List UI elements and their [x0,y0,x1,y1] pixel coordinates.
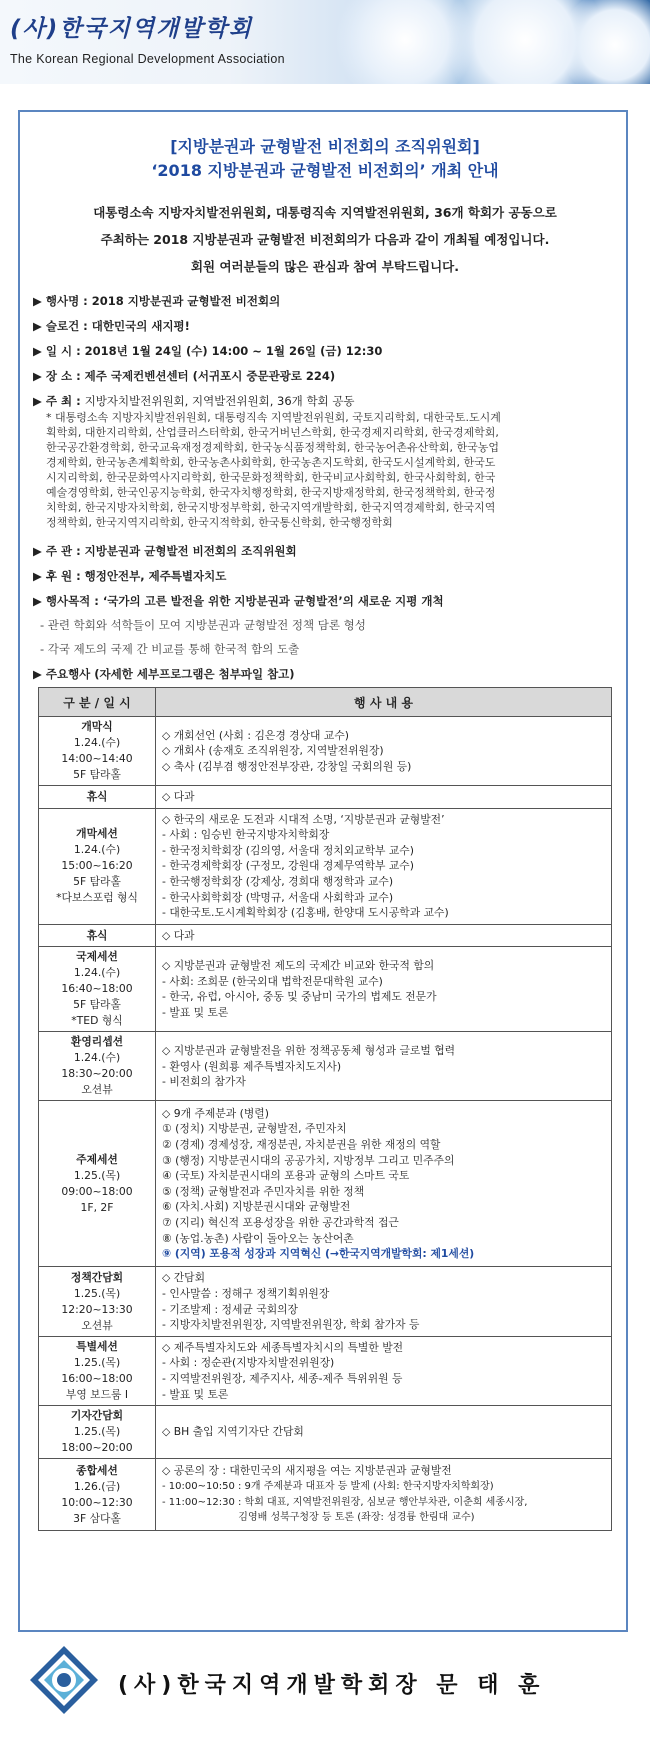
table-row [39,717,612,786]
host-value: 지방자치발전위원회, 지역발전위원회, 36개 학회 공동 [84,394,355,408]
host-list-line: 정책학회, 한국지역지리학회, 한국지적학회, 한국통신학회, 한국행정학회 [46,516,393,529]
host-list-line: 예술경영학회, 한국인공지능학회, 한국자치행정학회, 한국지방재정학회, 한국정책학회, 한국정 [46,486,496,499]
session-info: 3F 삼다홀 [73,1511,121,1525]
host-list-line: 시지리학회, 한국문화역사지리학회, 한국문화정책학회, 한국비교사회학회, 한국사회학회, 한국 [46,471,496,484]
session-info: 10:00~12:30 [61,1495,133,1509]
event-name: ▶ 행사명 : 2018 지방분권과 균형발전 비전회의 [33,294,281,308]
notice-title-line1: [지방분권과 균형발전 비전회의 조직위원회] [170,137,480,156]
association-logo [28,1644,100,1716]
table-row [39,1101,612,1267]
session-title: 정책간담회 [70,1270,124,1284]
session-info: 1.24.(수) [73,843,121,857]
session-title: 휴식 [86,928,108,942]
content-line: ◇ 공론의 장 : 대한민국의 새지평을 여는 지방분권과 균형발전 [162,1464,452,1478]
content-line: - 11:00~12:30 : 학회 대표, 지역발전위원장, 심보균 행안부차관, 이춘희 세종시장, [162,1496,528,1508]
content-line: ⑦ (지리) 혁신적 포용성장을 위한 공간과학적 접근 [162,1216,399,1230]
content-line: - 한국행정학회장 (강제상, 경희대 행정학과 교수) [162,874,394,888]
session-title: 특별세션 [76,1339,118,1353]
session-info: 오션뷰 [81,1083,113,1097]
highlight-line: ⑨ (지역) 포용적 성장과 지역혁신 (→한국지역개발학회: 제1세션) [162,1247,475,1261]
content-line: - 발표 및 토론 [162,1387,229,1401]
content-line: - 환영사 (원희룡 제주특별자치도지사) [162,1059,342,1073]
schedule-session-cell [39,947,156,1032]
content-line: - 한국경제학회장 (구정모, 강원대 경제무역학부 교수) [162,859,414,873]
purpose: ▶ 행사목적 : ‘국가의 고른 발전을 위한 지방분권과 균형발전’의 새로운 지평 개척 [33,594,444,608]
header-banner [0,0,650,84]
session-title: 환영리셉션 [70,1035,124,1049]
content-line: ◇ 9개 주제분과 (병렬) [162,1106,269,1120]
column-header-date: 구 분 / 일 시 [39,688,156,717]
schedule-content-cell [156,786,612,809]
session-info: 5F 탐라홀 [73,768,121,781]
schedule-content-cell [156,1459,612,1531]
session-info: 1.24.(수) [73,966,121,980]
main-events-heading: ▶ 주요행사 (자세한 세부프로그램은 첨부파일 참고) [33,667,295,681]
content-line: - 사회: 조희문 (한국외대 법학전문대학원 교수) [162,974,383,988]
intro-line-3: 회원 여러분들의 많은 관심과 참여 부탁드립니다. [190,259,459,274]
session-info: 1.24.(수) [73,736,121,749]
session-info: 5F 탐라홀 [73,998,121,1012]
session-info: 12:20~13:30 [61,1302,133,1316]
table-row [39,1406,612,1459]
session-info: 14:00~14:40 [61,752,133,765]
content-line: - 지방자치발전위원장, 지역발전위원장, 학회 참가자 등 [162,1318,420,1332]
content-line: ◇ 제주특별자치도와 세종특별자치시의 특별한 발전 [162,1340,404,1354]
content-line: - 10:00~10:50 : 9개 주제분과 대표자 등 발제 (사회: 한국지방자치학회장) [162,1481,494,1492]
content-line: ② (경제) 경제성장, 재정분권, 자치분권을 위한 재정의 역할 [162,1138,441,1152]
host-list [46,410,614,530]
snow-tree-image [560,0,650,84]
schedule-session-cell [39,1336,156,1405]
purpose-item: - 관련 학회와 석학들이 모여 지방분권과 균형발전 정책 담론 형성 [40,618,366,632]
session-info: 5F 탐라홀 [73,875,121,889]
schedule-session-cell [39,808,156,924]
schedule-content-cell [156,1336,612,1405]
content-line: ⑧ (농업.농촌) 사람이 돌아오는 농산어촌 [162,1231,354,1245]
content-line: ◇ 다과 [162,790,195,803]
session-title: 개막식 [81,720,113,733]
session-title: 국제세션 [76,950,118,964]
intro-line-2: 주최하는 2018 지방분권과 균형발전 비전회의가 다음과 같이 개최될 예정입니다. [100,232,550,247]
host-list-line: 경제학회, 한국농촌계획학회, 한국농촌사회학회, 한국농촌지도학회, 한국도시설계학회, 한국도 [46,456,496,469]
schedule-session-cell [39,717,156,786]
table-row [39,1336,612,1405]
schedule-table [38,687,612,1531]
schedule-session-cell [39,1032,156,1101]
session-title: 종합세션 [76,1463,118,1477]
content-line: ◇ 개회사 (송재호 조직위원장, 지역발전위원장) [162,744,384,758]
session-info: 16:40~18:00 [61,982,133,996]
schedule-session-cell [39,1459,156,1531]
schedule-body [39,717,612,1531]
content-line: ◇ 개회선언 (사회 : 김은경 경상대 교수) [162,728,349,742]
content-line: - 한국정치학회장 (김의영, 서울대 정치외교학부 교수) [162,843,414,857]
schedule-content-cell [156,1101,612,1267]
content-line: - 대한국토.도시계획학회장 (김홍배, 한양대 도시공학과 교수) [162,906,449,920]
organizer: ▶ 주 관 : 지방분권과 균형발전 비전회의 조직위원회 [33,544,297,558]
content-line: - 한국사회학회장 (박명규, 서울대 사회학과 교수) [162,890,394,904]
content-line: ◇ 지방분권과 균형발전 제도의 국제간 비교와 한국적 함의 [162,959,435,973]
content-line: ① (정치) 지방분권, 균형발전, 주민자치 [162,1122,347,1136]
sponsor: ▶ 후 원 : 행정안전부, 제주특별자치도 [33,569,227,583]
schedule-content-cell [156,717,612,786]
content-line: ⑥ (자치.사회) 지방분권시대와 균형발전 [162,1200,351,1214]
session-title: 주제세션 [76,1152,118,1166]
session-info: 1.26.(금) [73,1479,121,1493]
signature: (사)한국지역개발학회장 문 태 훈 [118,1673,546,1698]
session-info: 18:30~20:00 [61,1067,133,1081]
session-info: 16:00~18:00 [61,1371,133,1385]
session-info: 1.24.(수) [73,1051,121,1065]
table-row [39,947,612,1032]
content-line: 김영배 성북구청장 등 토론 (좌장: 성경륭 한림대 교수) [162,1512,475,1524]
content-line: ◇ BH 출입 지역기자단 간담회 [162,1425,304,1439]
session-info: 15:00~16:20 [61,859,133,873]
host [33,393,355,409]
content-line: - 인사말씀 : 정해구 정책기획위원장 [162,1286,330,1300]
content-line: - 발표 및 토론 [162,1005,229,1019]
schedule-content-cell [156,947,612,1032]
table-row [39,1267,612,1336]
session-info: 18:00~20:00 [61,1441,133,1455]
table-row [39,786,612,809]
table-row [39,1459,612,1531]
schedule-session-cell [39,924,156,947]
schedule-session-cell [39,1267,156,1336]
schedule-content-cell [156,1032,612,1101]
session-info: *TED 형식 [71,1014,123,1028]
host-label: ▶ 주 최 : [33,394,85,408]
content-line: ◇ 다과 [162,928,195,942]
schedule-content-cell [156,808,612,924]
host-list-line: 치학회, 한국지방자치학회, 한국지방정부학회, 한국지역개발학회, 한국지역경제학회, 한국지역 [46,501,496,514]
column-header-content: 행 사 내 용 [156,688,612,717]
content-line: - 지역발전위원장, 제주지사, 세종-제주 특위위원 등 [162,1371,403,1385]
venue: ▶ 장 소 : 제주 국제컨벤션센터 (서귀포시 중문관광로 224) [33,369,336,383]
host-list-line: 한국공간환경학회, 한국교육재정경제학회, 한국농식품정책학회, 한국농어촌유산학회, 한국농업 [46,441,500,454]
schedule-content-cell [156,924,612,947]
host-list-line: 획학회, 대한지리학회, 산업클러스터학회, 한국거버넌스학회, 한국경제지리학회, 한국경제학회, [46,426,499,439]
session-info: 1.25.(목) [73,1355,121,1369]
association-english-name: The Korean Regional Development Association [10,52,285,66]
session-info: *다보스포럼 형식 [56,891,138,905]
host-list-line: * 대통령소속 지방자치발전위원회, 대통령직속 지역발전위원회, 국토지리학회, 대한국토.도시계 [46,411,501,424]
session-info: 1F, 2F [80,1200,114,1214]
content-line: ◇ 간담회 [162,1271,206,1285]
session-title: 개막세션 [76,827,118,841]
table-row [39,1032,612,1101]
purpose-item: - 각국 제도의 국제 간 비교를 통해 한국적 함의 도출 [40,642,300,656]
notice-title-line2: ‘2018 지방분권과 균형발전 비전회의’ 개최 안내 [151,161,499,180]
content-line: - 사회 : 정순관(지방자치발전위원장) [162,1356,335,1370]
content-line: ④ (국토) 자치분권시대의 포용과 균형의 스마트 국토 [162,1169,410,1183]
content-line: ⑤ (정책) 균형발전과 주민자치를 위한 정책 [162,1184,365,1198]
content-line: ③ (행정) 지방분권시대의 공공가치, 지방정부 그리고 민주주의 [162,1153,455,1167]
association-name: (사)한국지역개발학회 [10,16,253,42]
content-line: - 기조발제 : 정세균 국회의장 [162,1302,298,1316]
session-info: 1.25.(목) [73,1168,121,1182]
schedule-content-cell [156,1406,612,1459]
content-line: ◇ 축사 (김부겸 행정안전부장관, 강창일 국회의원 등) [162,759,412,773]
datetime: ▶ 일 시 : 2018년 1월 24일 (수) 14:00 ~ 1월 26일 (금) 12:30 [33,344,383,358]
content-line: - 사회 : 임승빈 한국지방자치학회장 [162,828,330,842]
session-info: 오션뷰 [81,1318,113,1332]
schedule-session-cell [39,1406,156,1459]
schedule-content-cell [156,1267,612,1336]
table-row [39,808,612,924]
session-info: 1.25.(목) [73,1425,121,1439]
table-header-row [39,688,612,717]
session-title: 휴식 [86,789,108,803]
table-row [39,924,612,947]
session-info: 부영 보드룸 I [65,1387,129,1401]
session-info: 09:00~18:00 [61,1184,133,1198]
schedule-session-cell [39,1101,156,1267]
content-line: ◇ 한국의 새로운 도전과 시대적 소명, ‘지방분권과 균형발전’ [162,812,445,826]
slogan: ▶ 슬로건 : 대한민국의 새지평! [33,319,190,333]
content-line: - 비전회의 참가자 [162,1075,246,1089]
session-title: 기자간담회 [70,1409,124,1423]
session-info: 1.25.(목) [73,1286,121,1300]
intro-line-1: 대통령소속 지방자치발전위원회, 대통령직속 지역발전위원회, 36개 학회가 공동으로 [93,205,557,220]
content-line: ◇ 지방분권과 균형발전을 위한 정책공동체 형성과 글로벌 협력 [162,1043,456,1057]
schedule-session-cell [39,786,156,809]
content-line: - 한국, 유럽, 아시아, 중동 및 중남미 국가의 법제도 전문가 [162,990,437,1004]
